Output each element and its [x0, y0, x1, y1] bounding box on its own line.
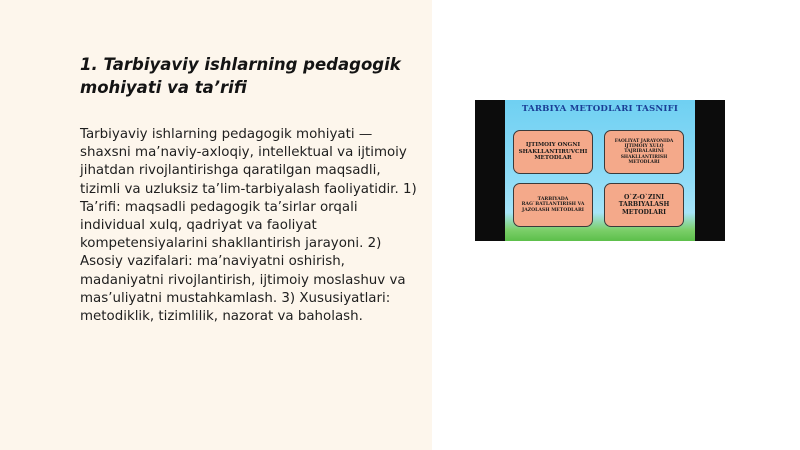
method-box: O`Z-O`ZINI TARBIYALASH METODLARI [604, 183, 684, 227]
method-box: IJTIMOIY ONGNI SHAKLLANTIRUVCHI METODLAR [513, 130, 593, 174]
image-content [505, 100, 695, 241]
methods-classification-image [475, 100, 725, 241]
slide-title: 1. Tarbiyaviy ishlarning pedagogik mohiyati va ta’rifi [80, 55, 401, 97]
method-box: TARBIYADA RAG`BATLANTIRISH VA JAZOLASH METODLARI [513, 183, 593, 227]
image-title: TARBIYA METODLARI TASNIFI [521, 104, 679, 114]
method-box: FAOLIYAT JARAYONIDA IJTIMOIY XULQ TAJRIBALARINI SHAKLLANTIRISH METODLARI [604, 130, 684, 174]
slide-body: Tarbiyaviy ishlarning pedagogik mohiyati — shaxsni ma’naviy-axloqiy, intellektual va ijtimoiy jihatdan rivojlantirishga qaratilgan maqsadli, tizimli va uzluksiz ta’lim-tarbiyalash faoliyatidir. 1) Ta’rifi: maqsadli pedagogik ta’sirlar orqali individual xulq, qadriyat va faoliyat kompetensiyalarini shakllantirish jarayoni. 2) Asosiy vazifalari: ma’naviyatni oshirish, madaniyatni rivojlantirish, ijtimoiy moslashuv va mas’uliyatni mustahkamlash. 3) Xususiyatlari: metodiklik, tizimlilik, nazorat va baholash. [80, 127, 417, 325]
